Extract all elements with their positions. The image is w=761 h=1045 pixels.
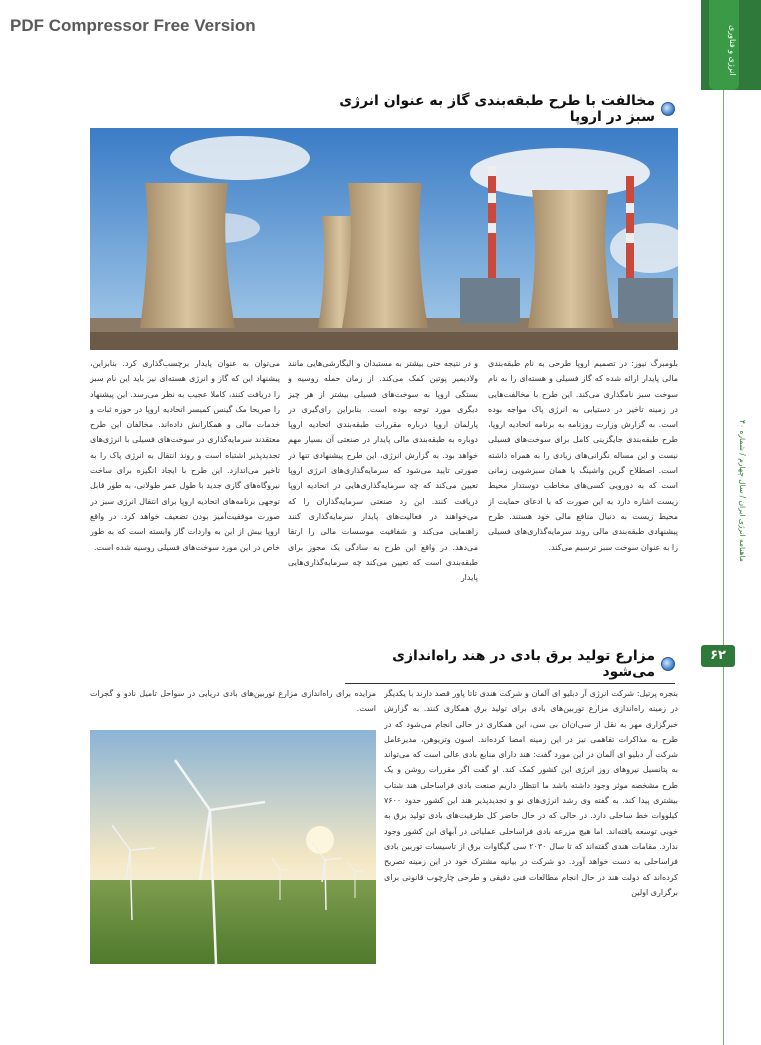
power-plant-illustration [90, 128, 678, 350]
article2-title [345, 648, 675, 684]
wind-farm-illustration [90, 730, 376, 964]
heading-bullet-icon [661, 657, 675, 671]
article2-column-1: بنجره پرتیل: شرکت انرژی آر دبلیو ای آلمان و شرکت هندی تاتا پاور قصد دارند با یکدیگر در زمینه راه‌اندازی مزارع توربین‌های بادی برای تولید برق همکاری کنند. به گزارش خبرگزاری مهر به نقل از سی‌ان‌ان بی سی، این همکاری در حالی انجام می‌شود که در طرح به مذاکرات تفاهمی نیز در این زمینه امضا کرده‌اند. اسون وتریوهن، مدیرعامل شرکت آر دبلیو ای آلمان در این مورد گفت: هند دارای منابع بادی عالی است که می‌تواند به پتانسیل نیروهای روز انرژی این کشور کمک کند. او گفت اگر مقررات روشن و یک طرح مشخصه موثر وجود داشته باشد ما انتظار داریم صنعت بادی فراساحلی هند شتاب بیشتری پیدا کند. به گفته وی رشد انرژی‌های نو و تجدیدپذیر هند این کشور حدود ۷۶۰۰ کیلووات خط ساحلی دارد. در حالی که در حال حاضر کل ظرفیت‌های بادی تولید برق به خوبی توسعه یافته‌اند. اما هیچ مزرعه بادی فراساحلی عملیاتی در آبهای این کشور وجود ندارد. مقامات هندی گفته‌اند که تا سال ۲۰۳۰ سی گیگاوات برق از تاسیسات توربین بادی فراساحلی به دست خواهد آورد. دو شرکت در بیانیه مشترک خود در این زمینه تصریح کرده‌اند که دولت هند در حال انجام مطالعات فنی دقیقی و طرحی چارچوب قانونی برای برگزاری اولین [384, 689, 678, 897]
article1-column-2: و در نتیجه حتی بیشتر به مستبدان و الیگارشی‌هایی مانند ولادیمیر پوتین کمک می‌کند. از زمان حمله روسیه و بستگی اروپا به سوخت‌های فسیلی بیشتر از هر چیز دیگری مورد توجه بوده است. بنابراین رای‌گیری در پارلمان اروپا درباره مقررات طبقه‌بندی اتحادیه اروپا دوباره به طبقه‌بندی مالی پایدار در صنعتی آن بسیار مهم خواهد بود. به گزارش انرژی، این طرح پیشنهادی تنها در صورتی تایید می‌شود که سرمایه‌گذاری‌های انرژی اروپا تعیین می‌کند که چه سرمایه‌گذاری‌هایی در اتحادیه اروپا دریافت کنند. این رد صنعتی سرمایه‌گذاران را که می‌خواهند در فعالیت‌های پایدار سرمایه‌گذاری کنند راهنمایی می‌کند و شفافیت موسسات مالی را ارتقا می‌دهد. در واقع این طرح به سادگی یک مجوز برای طبقه‌بندی است که تعیین می‌کند چه سرمایه‌گذاری‌هایی پایدار [288, 359, 478, 583]
article1-title [315, 93, 675, 129]
article1-title-text: مخالفت با طرح طبقه‌بندی گاز به عنوان انرژی سبز در اروپا [339, 93, 655, 125]
article2-title-text: مزارع تولید برق بادی در هند راه‌اندازی می‌شود [392, 648, 655, 680]
page-number: ۶۲ [701, 645, 735, 667]
power-plant-photo [90, 128, 678, 350]
section-tab-label: انرژی و فناوری [728, 24, 737, 76]
article2-column-2: مزایده برای راه‌اندازی مزارع توربین‌های بادی دریایی در سواحل تامیل نادو و گجرات است. [90, 689, 376, 714]
heading-bullet-icon [661, 102, 675, 116]
watermark-text: PDF Compressor Free Version [10, 16, 256, 35]
article1-column-3: می‌توان به عنوان پایدار برچسب‌گذاری کرد. بنابراین، پیشنهاد این که گاز و انرژی هسته‌ای نیز باید این نام سبز را دریافت کنند، کاملا عجیب به نظر می‌رسد. این پیشنهاد را صریحا مک گینس کمیسر اتحادیه اروپا در حوزه ثبات و خدمات مالی و همکارانش داده‌اند. مخالفان این طرح معتقدند سرمایه‌گذاری در سوخت‌های فسیلی با انرژی‌های تجدیدپذیر اشتباه است و روند انتقال به انرژی پاک را به تاخیر می‌اندازد. این طرح با ایجاد انگیزه برای ساخت نیروگاه‌های گازی جدید با طول عمر طولانی، به طور قابل توجهی برنامه‌های اتحادیه اروپا برای انتقال انرژی سبز در صورت موفقیت‌آمیز بودن تضعیف خواهد کرد. در واقع اروپا بیش از این به واردات گاز وابسته است که به طور خاص در این مورد سوخت‌های فسیلی روسیه شده است. [90, 359, 280, 552]
magazine-info: ماهنامه انرژی ایران / سال چهارم / شماره ۴۰ [738, 420, 747, 562]
article1-column-1: بلومبرگ نیوز: در تصمیم اروپا طرحی به نام طبقه‌بندی مالی پایدار ارائه شده که گاز فسیلی و هسته‌ای را به نام سوخت سبز نامگذاری می‌کند. این طرح با مخالفت‌هایی در زمینه تاخیر در دستیابی به انرژی پاک مواجه بوده است. به گزارش وزارت روزنامه به برنامه اتحادیه اروپا، طرح طبقه‌بندی جایگزینی کامل برای سوخت‌های فسیلی نیست و این مساله نگرانی‌های زیادی را به همراه داشته است. اصطلاح گرین واشینگ یا همان سبزشویی زمانی است که به دورویی کسی‌های مخاطب دوستدار محیط زیست اشاره دارد به این صورت که با ادعای حمایت از محیط زیست به دنبال منافع مالی خود هستند. طرح پیشنهادی طبقه‌بندی مالی روند سرمایه‌گذاری‌های فسیلی را به عنوان سوخت سبز ترسیم می‌کند. [488, 359, 678, 552]
wind-farm-photo [90, 730, 376, 964]
